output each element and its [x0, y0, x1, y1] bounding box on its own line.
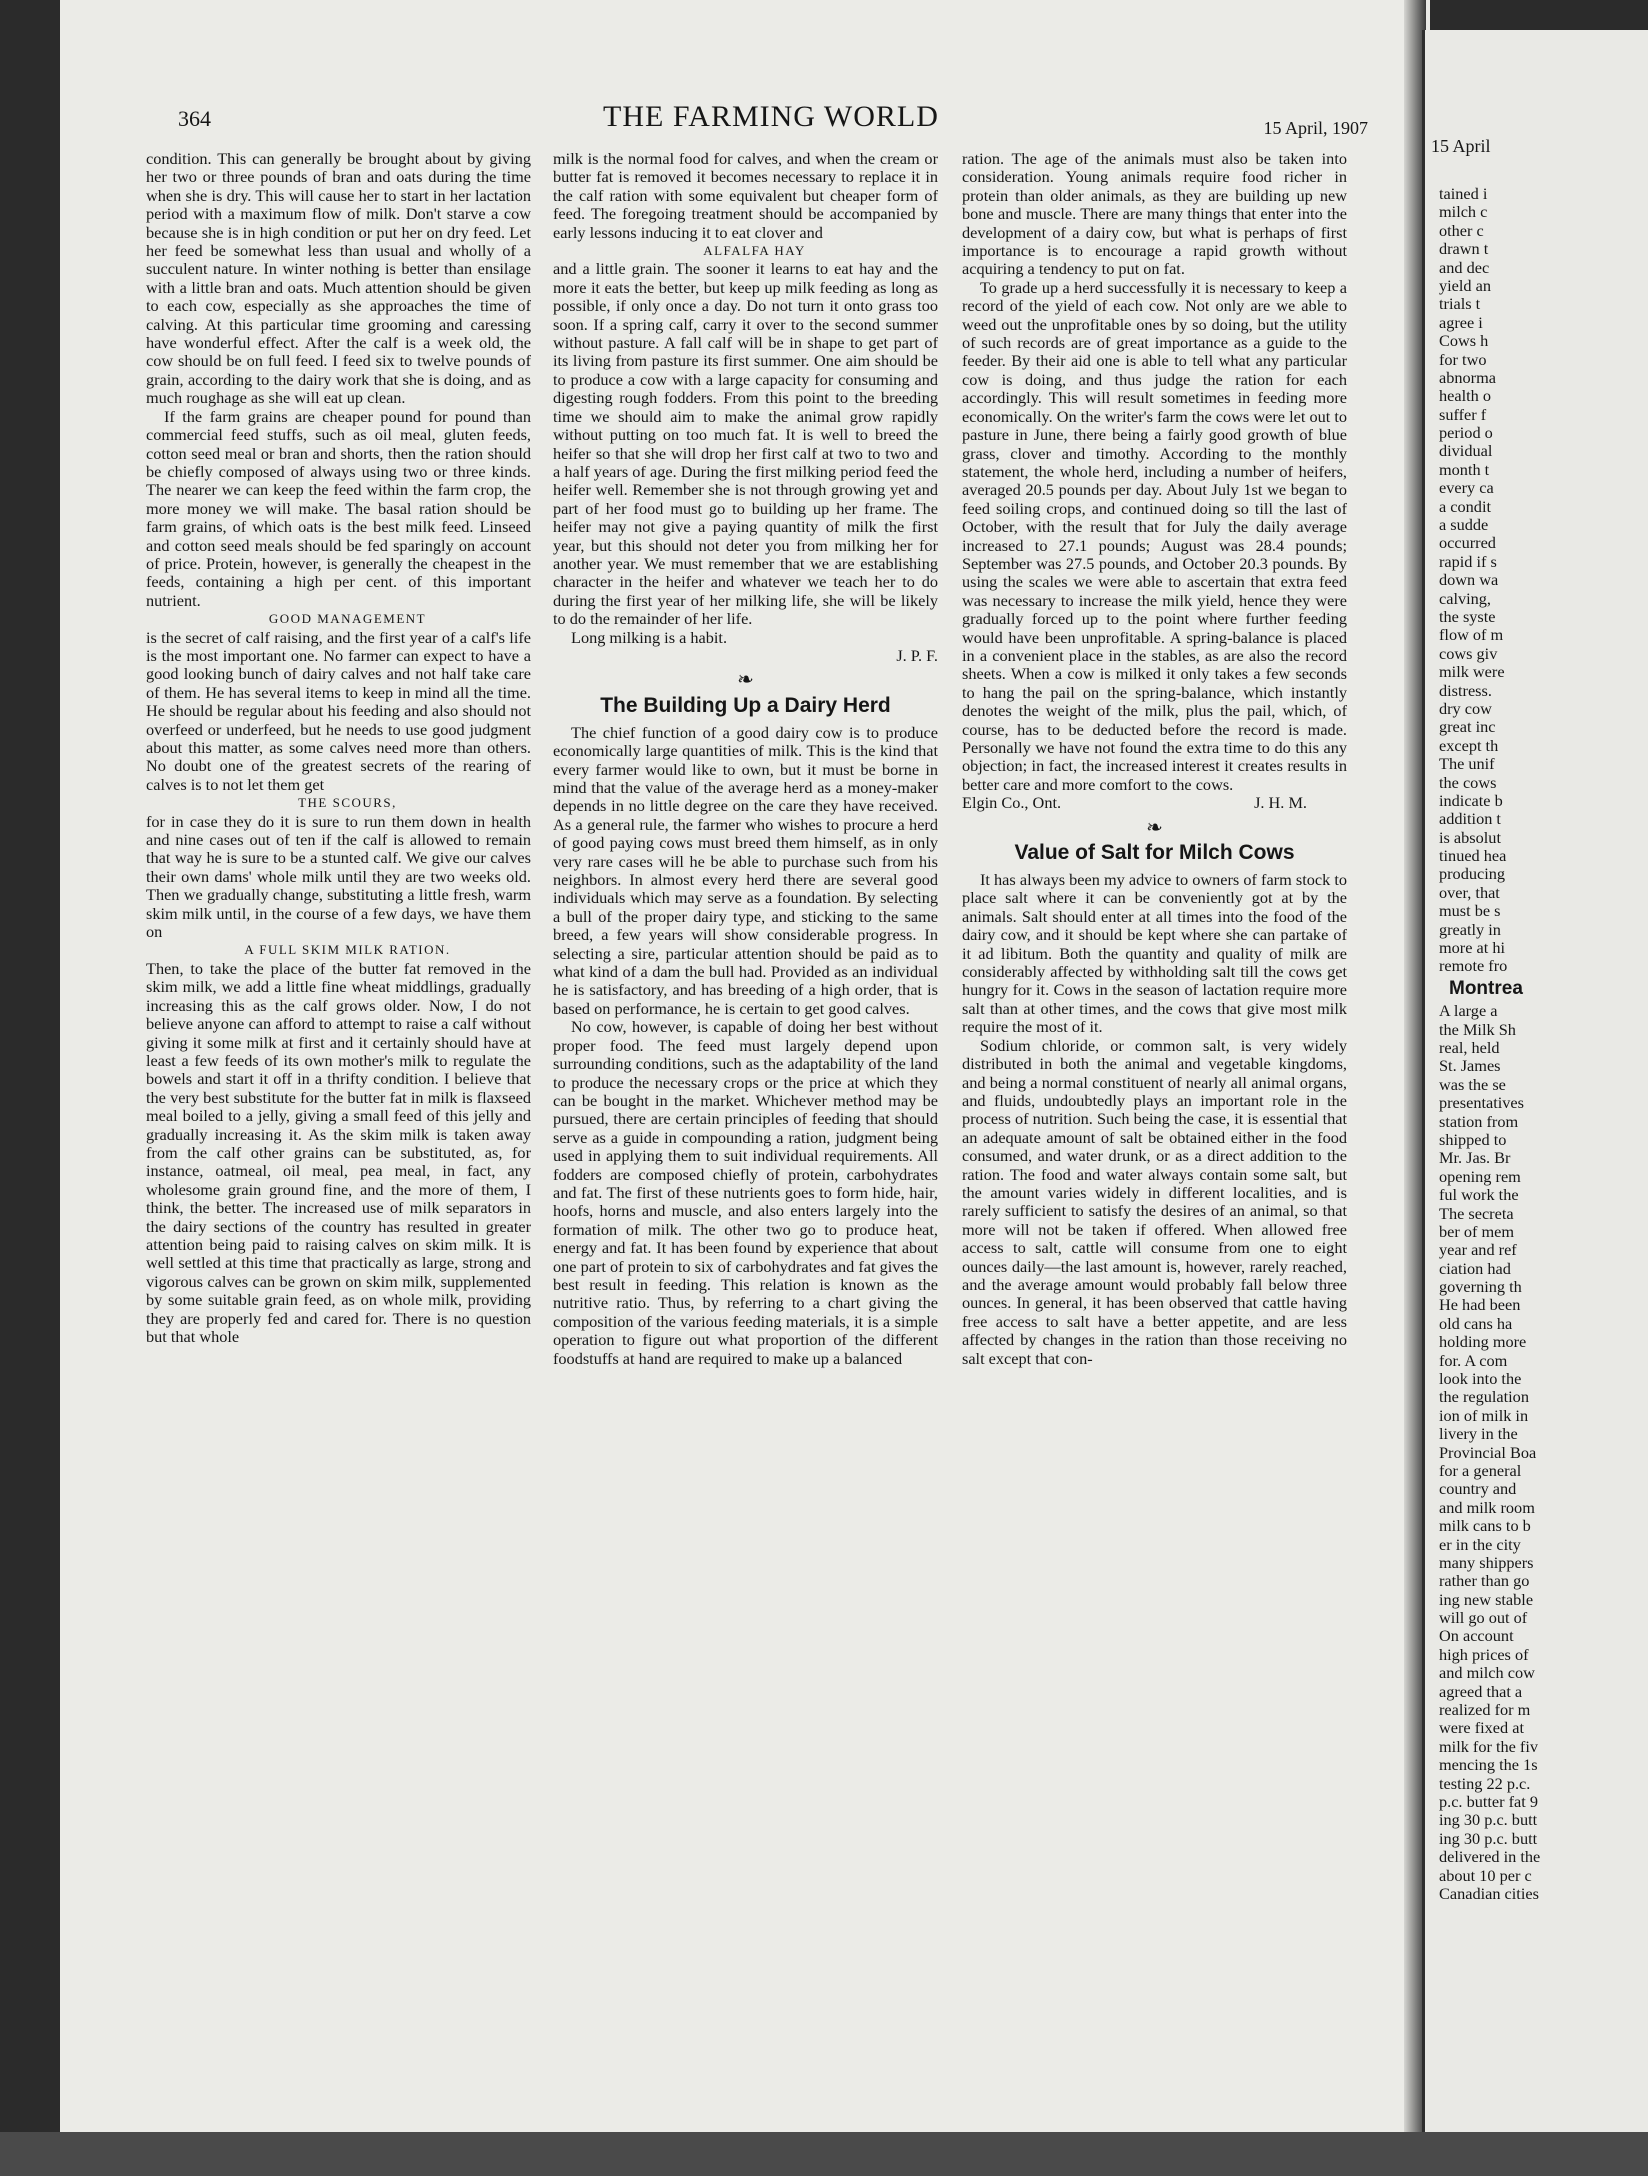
- subheading: GOOD MANAGEMENT: [268, 611, 427, 627]
- facing-page-line: milch c: [1439, 202, 1488, 222]
- facing-page-line: ber of mem: [1439, 1221, 1515, 1241]
- subheading: A FULL SKIM MILK RATION.: [244, 942, 451, 958]
- facing-page-line: ing 30 p.c. butt: [1439, 1810, 1538, 1830]
- facing-page-line: ion of milk in: [1439, 1405, 1529, 1425]
- paragraph: condition. This can generally be brought about by giving her two or three pounds of bran and oats during the time when she is dry. This will cause her to start in her lactation period with a maximum flow of milk. Don't starve a cow because she is in high condition or put her on dry feed. Let her feed be somewhat less than usual and wholly of a succulent nature. In winter nothing is better than ensilage with a little bran and oats. Much attention should be given to each cow, especially as she approaches the time of calving. At this particular time grooming and caressing have wonderful effect. After the calf is a week old, the cow should be on full feed. I feed six to twelve pounds of grain, according to the dairy work that she is doing, and as much roughage as she will eat up clean.: [146, 150, 531, 408]
- article-heading: The Building Up a Dairy Herd: [600, 693, 891, 717]
- facing-page-line: A large a: [1439, 1001, 1498, 1021]
- facing-page-line: indicate b: [1439, 790, 1503, 810]
- facing-page-line: the regulation: [1439, 1387, 1529, 1407]
- facing-page-line: cows giv: [1439, 643, 1498, 663]
- subheading: ALFALFA HAY: [703, 243, 806, 259]
- facing-page-line: year and ref: [1439, 1240, 1517, 1260]
- facing-page-line: holding more: [1439, 1332, 1527, 1352]
- paragraph: Sodium chloride, or common salt, is very widely distributed in both the animal and vegetable kingdoms, and being a normal constituent of nearly all animal organs, and fluids, undoubtedly plays an important role in the process of nutrition. Such being the case, it is essential that an adequate amount of salt be obtained either in the food consumed, and water drunk, or as a direct addition to the ration. The food and water always contain some salt, but the amount varies widely in different localities, and is rarely sufficient to satisfy the desires of an animal, so that more will not be taken if offered. When allowed free access to salt, cattle will consume from one to eight ounces daily—the last amount is, however, rarely reached, and the average amount would probably fall below three ounces. In general, it has been observed that cattle having free access to salt have a better appetite, and are less affected by changes in the ration than those receiving no salt except that con-: [962, 1035, 1347, 1368]
- subheading: THE SCOURS,: [298, 795, 397, 811]
- paragraph: No cow, however, is capable of doing her best without proper food. The feed must largely depend upon surrounding conditions, such as the adaptability of the land to produce the necessary crops or the price at which they can be bought in the market. Whichever method may be pursued, there are certain principles of feeding that should serve as a guide in compounding a ration, judgment being used in applying them to suit individual requirements. All fodders are composed chiefly of protein, carbohydrates and fat. The first of these nutrients goes to form hide, hair, hoofs, horns and muscle, and also enters largely into the formation of milk. The other two go to produce heat, energy and fat. It has been found by experience that about one part of protein to six of carbohydrates and fat gives the best result in feeding. This relation is known as the nutritive ratio. Thus, by referring to a chart giving the composition of the various feeding materials, it is a simple operation to figure out what proportion of the different foodstuffs at hand are required to make up a balanced: [553, 1017, 938, 1368]
- facing-page-line: addition t: [1439, 809, 1501, 829]
- facing-page-line: the syste: [1439, 606, 1496, 626]
- facing-page-line: tained i: [1439, 184, 1488, 203]
- article-column-1: [146, 150, 531, 2130]
- facing-page-line: will go out of: [1439, 1608, 1528, 1628]
- paragraph: Long milking is a habit.: [571, 627, 728, 647]
- article-column-3: [962, 150, 1347, 2130]
- paragraph: milk is the normal food for calves, and when the cream or butter fat is removed it becomes necessary to replace it in the calf ration with some equivalent but cheaper form of feed. The foregoing treatment should be accompanied by early lessons inducing it to eat clover and: [553, 150, 938, 242]
- facing-page-line: ing new stable: [1439, 1589, 1534, 1609]
- facing-page-line: must be s: [1439, 901, 1501, 921]
- facing-page-line: about 10 per c: [1439, 1865, 1532, 1885]
- paragraph: ration. The age of the animals must also be taken into consideration. Young animals require food richer in protein than older animals, as they are building up new bone and muscle. There are many things that enter into the development of a dairy cow, but what is perhaps of first importance is to encourage a rapid growth without acquiring a tendency to put on fat.: [962, 150, 1347, 279]
- facing-page-line: milk were: [1439, 662, 1505, 682]
- facing-page-line: Mr. Jas. Br: [1439, 1148, 1511, 1168]
- facing-page-line: period o: [1439, 423, 1493, 443]
- facing-page-line: opening rem: [1439, 1166, 1521, 1186]
- facing-page-line: abnorma: [1439, 367, 1496, 387]
- facing-page-line: for a general: [1439, 1460, 1522, 1480]
- facing-page-line: realized for m: [1439, 1700, 1531, 1720]
- facing-page-line: month t: [1439, 459, 1490, 479]
- facing-page-line: health o: [1439, 386, 1491, 406]
- facing-page-line: agree i: [1439, 312, 1483, 332]
- facing-page-line: milk cans to b: [1439, 1516, 1531, 1536]
- paragraph: Then, to take the place of the butter fat removed in the skim milk, we add a little fine wheat middlings, gradually increasing this as the calf grows older. Now, I do not believe anyone can afford to attempt to raise a calf without giving it some milk at first and it certainly should have at least a few feeds of its own mother's milk to regulate the bowels and start it off in a thrifty condition. I believe that the very best substitute for the butter fat in milk is flaxseed meal boiled to a jelly, giving a small feed of this jelly and gradually increasing it. As the skim milk is taken away from the calf other grains can be substituted, as, for instance, oatmeal, oil meal, pea meal, in fact, any wholesome grain ground fine, and the more of them, I think, the better. The increased use of milk separators in the dairy sections of the country has resulted in greater attention being paid to raising calves on skim milk. It is well settled at this time that practically as large, strong and vigorous calves can be grown on skim milk, supplemented by some suitable grain feed, as on whole milk, providing they are properly fed and cared for. There is no question but that whole: [146, 958, 531, 1346]
- facing-page-line: occurred: [1439, 533, 1496, 553]
- facing-page-line: delivered in the: [1439, 1847, 1541, 1867]
- facing-page-text-b: [1439, 1002, 1648, 1903]
- scan-bottom-edge: [0, 2132, 1648, 2176]
- facing-page-line: On account: [1439, 1626, 1514, 1646]
- paragraph: It has always been my advice to owners of farm stock to place salt where it can be conveniently got at by the animals. Salt should enter at all times into the food of the dairy cow, and it should be kept where she can partake of it ad libitum. Both the quantity and quality of milk are considerably affected by withholding salt till the cows get hungry for it. Cows in the season of lactation require more salt than at other times, and the cows that give most milk require the most of it.: [962, 870, 1347, 1037]
- paragraph: is the secret of calf raising, and the first year of a calf's life is the most important one. No farmer can expect to have a good looking bunch of dairy calves and not half take care of them. He has several items to keep in mind all the time. He should be regular about his feeding and also should not overfeed or underfeed, but he needs to use good judgment about this matter, as some calves need more than others. No doubt one of the greatest secrets of the rearing of calves is to not let them get: [146, 627, 531, 794]
- facing-page-line: presentatives: [1439, 1093, 1524, 1113]
- signature-line: [962, 794, 1347, 812]
- facing-page-line: suffer f: [1439, 404, 1487, 424]
- facing-page-line: dry cow: [1439, 698, 1492, 718]
- facing-page-line: Provincial Boa: [1439, 1442, 1537, 1462]
- facing-page-line: and milk room: [1439, 1497, 1535, 1517]
- facing-page-line: shipped to: [1439, 1129, 1507, 1149]
- author-location: Elgin Co., Ont.: [962, 793, 1062, 813]
- issue-date: 15 April, 1907: [1263, 118, 1368, 138]
- facing-page-line: milk for the fiv: [1439, 1736, 1539, 1756]
- facing-page-line: for two: [1439, 349, 1487, 369]
- facing-page-line: except th: [1439, 735, 1499, 755]
- facing-page-line: old cans ha: [1439, 1313, 1513, 1333]
- publication-title: THE FARMING WORLD: [603, 100, 939, 133]
- facing-page-line: yield an: [1439, 275, 1491, 295]
- facing-page-line: country and: [1439, 1479, 1517, 1499]
- facing-page-text-a: [1439, 185, 1648, 976]
- facing-page-line: was the se: [1439, 1074, 1506, 1094]
- page-number: 364: [178, 106, 211, 131]
- facing-page-line: look into the: [1439, 1369, 1522, 1389]
- facing-page-line: and dec: [1439, 257, 1490, 277]
- facing-page-line: He had been: [1439, 1295, 1521, 1315]
- facing-page-line: station from: [1439, 1111, 1519, 1131]
- facing-page-line: real, held: [1439, 1037, 1500, 1057]
- page-header: [178, 100, 1368, 140]
- facing-page-line: remote fro: [1439, 956, 1508, 976]
- facing-page-line: rather than go: [1439, 1571, 1530, 1591]
- section-ornament-icon: ❧: [1146, 816, 1163, 839]
- article-column-2: [553, 150, 938, 2130]
- facing-page-line: and milch cow: [1439, 1663, 1535, 1683]
- facing-page-line: calving,: [1439, 588, 1491, 608]
- paragraph: and a little grain. The sooner it learns to eat hay and the more it eats the better, but keep up milk feeding as long as possible, if only once a day. Do not turn it onto grass too soon. If a spring calf, carry it over to the second summer without pasture. A fall calf will be in shape to get part of its living from pasture its first summer. One aim should be to produce a cow with a large capacity for consuming and digesting rough fodders. From this point to the breeding time we should aim to make the animal grow rapidly without putting on too much fat. It is well to breed the heifer so that she will drop her first calf at two to two and a half years of age. During the first milking period feed the heifer well. Remember she is not through growing yet and part of her food must go to building up her frame. The heifer may not give a paying quantity of milk the first year, but this should not deter you from milking her for another year. We must remember that we are establishing character in the heifer and whatever we teach her to do during the first year of her milking life, she will be likely to do the remainder of her life.: [553, 259, 938, 629]
- facing-page-line: over, that: [1439, 882, 1500, 902]
- facing-page-line: tinued hea: [1439, 846, 1507, 866]
- facing-page-date: 15 April: [1431, 136, 1491, 156]
- facing-page-column: [1439, 185, 1648, 1903]
- article-heading: Value of Salt for Milch Cows: [1014, 841, 1295, 865]
- paragraph: To grade up a herd successfully it is necessary to keep a record of the yield of each cow. Not only are we able to weed out the unprofitable ones by so doing, but the utility of such records are of great importance as a guide to the feeder. By their aid one is able to tell what any particular cow is doing, and thus judge the ration for each accordingly. This will result sometimes in feeding more economically. On the writer's farm the cows were let out to pasture in June, there being a fairly good growth of blue grass, clover and timothy. According to the monthly statement, the whole herd, including a number of heifers, averaged 20.5 pounds per day. About July 1st we began to feed soiling crops, and continued doing so till the last of October, with the result that for July the daily average increased to 27.1 pounds; August was 28.4 pounds; September was 27.5 pounds, and October 20.3 pounds. By using the scales we were able to ascertain that extra feed was necessary to increase the milk yield, hence they were gradually forced up to the point where further feeding would have been unprofitable. A spring-balance is placed in a convenient place in the stables, as are also the record sheets. When a cow is milked it only takes a few seconds to hang the pail on the spring-balance, which instantly denotes the weight of the milk, plus the pail, which, of course, has to be deducted before the record is made. Personally we have not found the extra time to do this any objection; in fact, the increased interest it creates results in better care and more comfort to the cows.: [962, 277, 1347, 794]
- facing-page-line: agreed that a: [1439, 1681, 1523, 1701]
- facing-page-line: a sudde: [1439, 515, 1489, 535]
- facing-page-line: producing: [1439, 864, 1506, 884]
- facing-page: [1422, 30, 1648, 2142]
- section-ornament-icon: ❧: [737, 669, 754, 692]
- facing-page-line: more at hi: [1439, 938, 1506, 958]
- facing-page-line: The secreta: [1439, 1203, 1514, 1223]
- facing-page-line: for. A com: [1439, 1350, 1508, 1370]
- facing-page-line: many shippers: [1439, 1552, 1534, 1572]
- facing-page-line: dividual: [1439, 441, 1493, 461]
- facing-page-line: mencing the 1s: [1439, 1755, 1538, 1775]
- facing-page-line: distress.: [1439, 680, 1492, 700]
- facing-page-line: p.c. butter fat 9: [1439, 1792, 1539, 1811]
- facing-page-line: high prices of: [1439, 1644, 1529, 1664]
- paragraph: If the farm grains are cheaper pound for pound than commercial feed stuffs, such as oil meal, gluten feeds, cotton seed meal or bran and shorts, then the ration should be chiefly composed of always using two or three kinds. The nearer we can keep the feed within the farm crop, the more money we will make. The basal ration should be farm grains, of which oats is the best milk feed. Linseed and cotton seed meals should be fed sparingly on account of price. Protein, however, is generally the cheapest in the feeds, containing a high per cent. of this important nutrient.: [146, 406, 531, 610]
- paragraph: for in case they do it is sure to run them down in health and nine cases out of ten if the calf is allowed to remain that way he is sure to be a stunted calf. We give our calves their own dams' whole milk until they are two weeks old. Then we gradually change, substituting a little fresh, warm skim milk until, in the course of a few days, we have them on: [146, 811, 531, 942]
- facing-page-line: Cows h: [1439, 331, 1489, 351]
- facing-page-line: a condit: [1439, 496, 1491, 516]
- facing-page-line: down wa: [1439, 570, 1499, 590]
- facing-page-line: livery in the: [1439, 1424, 1518, 1444]
- facing-page-line: flow of m: [1439, 625, 1504, 645]
- facing-page-line: ful work the: [1439, 1185, 1519, 1205]
- facing-page-line: ciation had: [1439, 1258, 1511, 1278]
- facing-page-line: St. James: [1439, 1056, 1501, 1076]
- facing-page-line: great inc: [1439, 717, 1496, 737]
- facing-page-line: is absolut: [1439, 827, 1501, 847]
- facing-page-line: were fixed at: [1439, 1718, 1524, 1738]
- facing-page-line: Canadian cities: [1439, 1883, 1539, 1903]
- facing-page-line: testing 22 p.c.: [1439, 1773, 1531, 1793]
- facing-page-heading: Montrea: [1449, 977, 1523, 999]
- facing-page-line: greatly in: [1439, 919, 1501, 939]
- facing-page-line: trials t: [1439, 294, 1481, 314]
- author-initials: J. P. F.: [896, 645, 938, 665]
- facing-page-line: ing 30 p.c. butt: [1439, 1828, 1538, 1848]
- facing-page-line: The unif: [1439, 754, 1495, 774]
- facing-page-line: drawn t: [1439, 239, 1489, 259]
- facing-page-line: the Milk Sh: [1439, 1019, 1516, 1039]
- paragraph: The chief function of a good dairy cow is to produce economically large quantities of milk. This is the kind that every farmer would like to own, but it must be borne in mind that the value of the average herd as a money-maker depends in no little degree on the care they have received. As a general rule, the farmer who wishes to procure a herd of good paying cows must breed them himself, as in only very rare cases will he be able to purchase such from his neighbors. In almost every herd there are several good individuals which may serve as a foundation. By selecting a bull of the proper dairy type, and sticking to the same breed, a few years will show considerable progress. In selecting a sire, particular attention should be paid as to what kind of a dam the bull had. Provided as an individual he is satisfactory, and has breeding of a high order, that is based on performance, he is certain to get good calves.: [553, 722, 938, 1018]
- author-initials: J. H. M.: [1254, 793, 1307, 813]
- facing-page-line: every ca: [1439, 478, 1494, 498]
- facing-page-line: the cows: [1439, 772, 1497, 792]
- facing-page-line: er in the city: [1439, 1534, 1521, 1554]
- facing-page-line: governing th: [1439, 1277, 1522, 1297]
- facing-page-line: rapid if s: [1439, 551, 1497, 571]
- facing-page-line: other c: [1439, 220, 1484, 240]
